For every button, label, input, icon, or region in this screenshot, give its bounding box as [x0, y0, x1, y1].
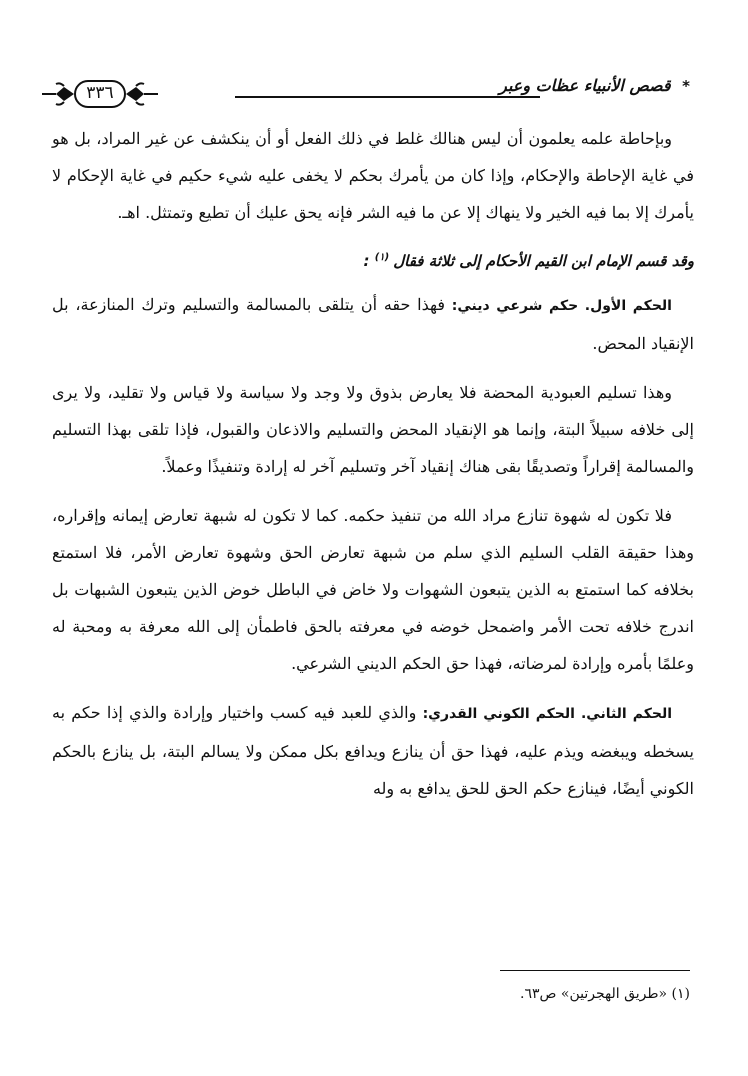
paragraph-4: فلا تكون له شهوة تنازع مراد الله من تنفيذ حكمه. كما لا تكون له شبهة تعارض إيمانه وإقراره، وهذا حقيقة القلب السليم الذي سلم من شبهة تعارض الحق وشهوة تعارض الأمر، فلا استمتع بخلافه كما استمتع به الذين يتبعون الشهوات ولا خاض في الباطل خوض الذين يتبعون الشبهات بل اندرج خلافه تحت الأمر واضمحل خوضه في معرفته بالحق فاطمأن إلى الله معرفة به ومحبة له وعلمًا بأمره وإرادة لمرضاته، فهذا حق الحكم الديني الشرعي. [52, 506, 694, 673]
footnote-separator [500, 970, 690, 971]
paragraph-2 [52, 286, 694, 362]
section-heading [52, 243, 694, 276]
ruling-one-lead: الحكم الأول. حكم شرعي ديني: [451, 298, 672, 314]
ruling-two-lead: الحكم الثاني. الحكم الكوني القدري: [422, 706, 673, 722]
footnote: (١) «طريق الهجرتين» ص٦٣. [520, 986, 690, 1002]
page-number-badge [40, 78, 160, 110]
heading-text: وقد قسم الإمام ابن القيم الأحكام إلى ثلاثة فقال [393, 252, 694, 270]
page-header [40, 76, 690, 116]
paragraph-1: وبإحاطة علمه يعلمون أن ليس هنالك غلط في ذلك الفعل أو أن ينكشف عن غير المراد، بل هو في غاية الإحاطة والإحكام، وإذا كان من يأمرك بحكم لا يخفى عليه شيء حكيم في غاية الإحكام لا يأمرك إلا بما فيه الخير ولا ينهاك إلا عن ما فيه الشر فإنه يحق عليك أن تطيع وتمتثل. اهـ. [52, 129, 694, 222]
paragraph-5 [52, 694, 694, 807]
main-text [52, 120, 694, 819]
book-title: قصص الأنبياء عظات وعبر [499, 76, 671, 95]
header-rule [235, 96, 540, 98]
footnote-ref[interactable]: (١) [374, 252, 390, 263]
ruling-two-text: والذي للعبد فيه كسب واختيار وإرادة والذي إذا حكم به يسخطه ويبغضه ويذم عليه، فهذا حق أن ينازع ويدافع بكل ممكن ولا يسالم البتة، بل ينازع بالحكم الكوني أيضًا، فينازع حكم الحق للحق يدافع به وله [52, 703, 694, 798]
ruling-one-text: فهذا حقه أن يتلقى بالمسالمة والتسليم وترك المنازعة، بل الإنقياد المحض. [52, 295, 694, 353]
paragraph-3: وهذا تسليم العبودية المحضة فلا يعارض بذوق ولا وجد ولا سياسة ولا قياس ولا تقليد، ولا يرى إلى خلافه سبيلاً البتة، وإنما هو الإنقياد المحض والتسليم والاذعان والقبول، فإذا تلقى بهذا التسليم والمسالمة إقراراً وتصديقًا بقى هناك إنقياد آخر وتسليم آخر له إرادة وتنفيذًا وعملاً. [52, 383, 694, 476]
star-icon: * [682, 77, 690, 95]
page-number: ٣٣٦ [86, 83, 114, 103]
running-title [499, 76, 690, 95]
heading-colon: : [363, 252, 370, 270]
